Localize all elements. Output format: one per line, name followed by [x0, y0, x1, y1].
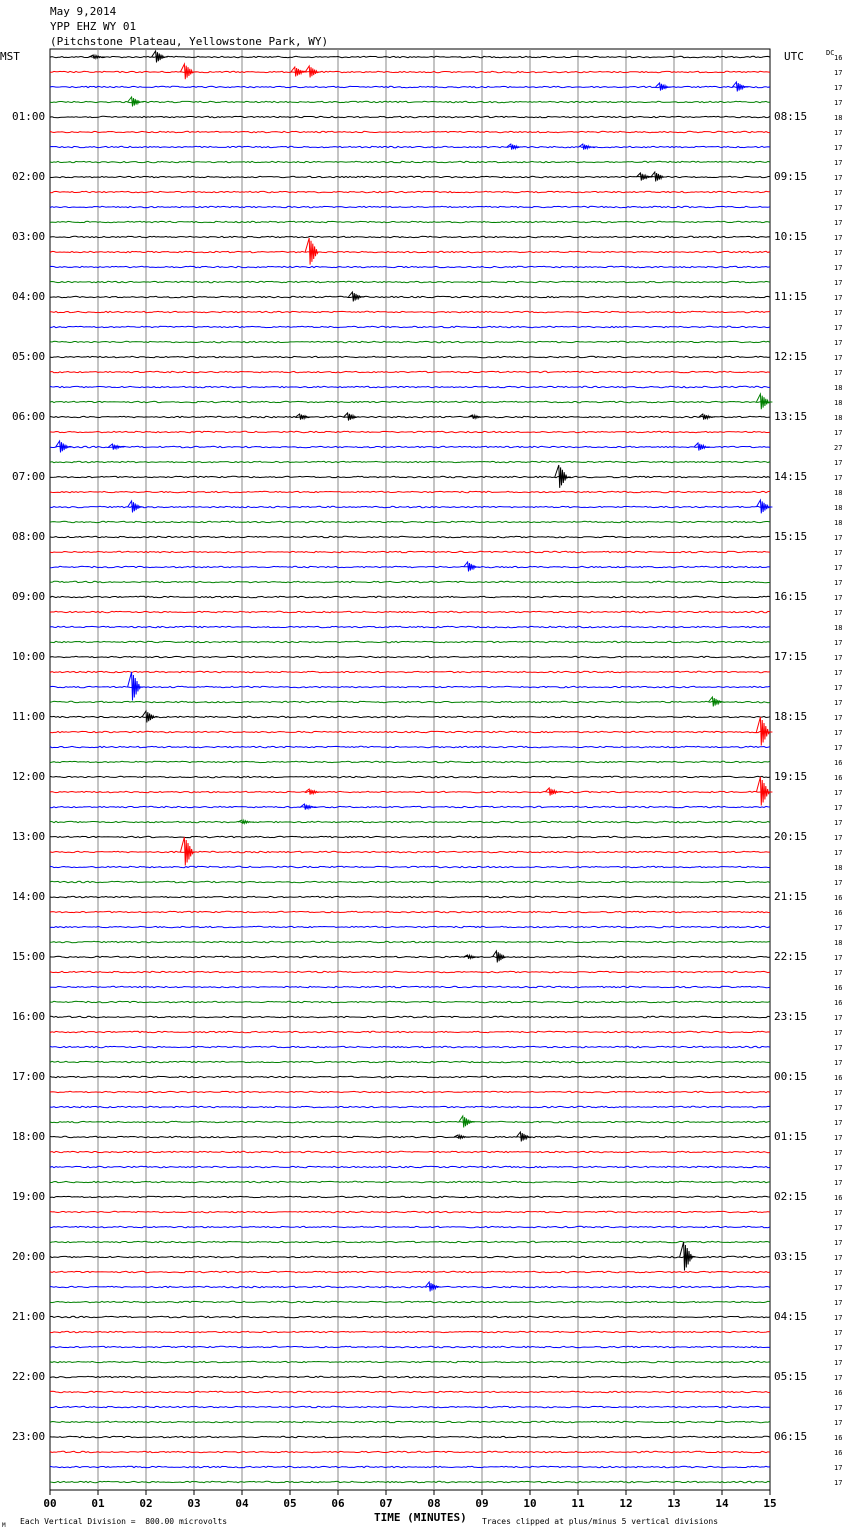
- seismic-trace: [50, 116, 770, 117]
- x-tick-label: 12: [619, 1497, 633, 1510]
- x-tick-label: 03: [187, 1497, 201, 1510]
- seismic-trace: [50, 536, 770, 537]
- seismic-trace: [50, 641, 770, 642]
- dc-offset-value: 17: [834, 1044, 843, 1052]
- dc-offset-value: 17: [834, 969, 843, 977]
- seismic-trace: [50, 1466, 770, 1467]
- seismic-trace: [50, 101, 770, 102]
- utc-hour-label: 00:15: [774, 1070, 808, 1083]
- mst-hour-label: 19:00: [12, 1190, 46, 1203]
- dc-offset-value: 17: [834, 339, 843, 347]
- footer-vertical-division: Each Vertical Division = 800.00 microvolts: [20, 1517, 228, 1526]
- seismic-trace: [50, 341, 770, 342]
- dc-offset-value: 17: [834, 1029, 843, 1037]
- seismic-trace: [50, 1481, 770, 1482]
- dc-offset-value: 17: [834, 369, 843, 377]
- dc-offset-value: 16: [834, 1074, 843, 1082]
- seismic-trace: [50, 986, 770, 987]
- dc-offset-value: 17: [834, 1329, 843, 1337]
- seismic-trace: [50, 1136, 770, 1137]
- x-tick-label: 06: [331, 1497, 345, 1510]
- x-axis-label: TIME (MINUTES): [374, 1511, 467, 1524]
- x-tick-label: 08: [427, 1497, 441, 1510]
- seismic-trace: [50, 476, 770, 477]
- dc-offset-value: 17: [834, 729, 843, 737]
- dc-offset-value: 17: [834, 204, 843, 212]
- seismic-trace: [50, 791, 770, 792]
- dc-offset-value: 17: [834, 234, 843, 242]
- dc-offset-value: 17: [834, 654, 843, 662]
- dc-offset-value: 18: [834, 504, 843, 512]
- seismic-trace: [50, 71, 770, 72]
- x-tick-label: 10: [523, 1497, 537, 1510]
- mst-hour-label: 09:00: [12, 590, 46, 603]
- seismic-trace: [50, 1166, 770, 1167]
- header-date: May 9,2014: [50, 5, 117, 18]
- utc-hour-label: 05:15: [774, 1370, 808, 1383]
- seismic-trace: [50, 926, 770, 927]
- dc-offset-value: 17: [834, 219, 843, 227]
- seismic-trace: [50, 1451, 770, 1452]
- seismic-trace: [50, 1346, 770, 1347]
- seismic-trace: [50, 656, 770, 657]
- utc-hour-label: 10:15: [774, 230, 808, 243]
- dc-offset-value: 17: [834, 1089, 843, 1097]
- seismic-trace: [50, 971, 770, 972]
- seismic-trace: [50, 1226, 770, 1227]
- seismic-trace: [50, 1406, 770, 1407]
- dc-offset-value: 18: [834, 399, 843, 407]
- x-tick-label: 07: [379, 1497, 393, 1510]
- dc-offset-value: 16: [834, 1449, 843, 1457]
- dc-offset-value: 17: [834, 1464, 843, 1472]
- mst-hour-label: 15:00: [12, 950, 46, 963]
- dc-offset-value: 18: [834, 414, 843, 422]
- dc-offset-value: 17: [834, 714, 843, 722]
- mst-hour-label: 12:00: [12, 770, 46, 783]
- utc-hour-label: 06:15: [774, 1430, 808, 1443]
- header-station: YPP EHZ WY 01: [50, 20, 137, 33]
- x-tick-label: 15: [763, 1497, 777, 1510]
- seismic-trace: [50, 1316, 770, 1317]
- seismic-event: [142, 711, 158, 722]
- dc-offset-value: 18: [834, 519, 843, 527]
- dc-offset-value: 18: [834, 864, 843, 872]
- x-tick-label: 02: [139, 1497, 153, 1510]
- utc-hour-label: 22:15: [774, 950, 808, 963]
- seismic-trace: [50, 1421, 770, 1422]
- dc-offset-value: 17: [834, 429, 843, 437]
- utc-hour-label: 17:15: [774, 650, 808, 663]
- dc-offset-value: 17: [834, 669, 843, 677]
- seismic-trace: [50, 371, 770, 372]
- seismic-trace: [50, 251, 770, 252]
- seismic-trace: [50, 566, 770, 567]
- seismic-trace: [50, 521, 770, 522]
- seismic-trace: [50, 686, 770, 687]
- dc-offset-value: 17: [834, 159, 843, 167]
- seismic-trace: [50, 1271, 770, 1272]
- dc-offset-value: 16: [834, 984, 843, 992]
- mst-hour-label: 10:00: [12, 650, 46, 663]
- dc-offset-value: 17: [834, 1344, 843, 1352]
- seismic-trace: [50, 776, 770, 777]
- dc-offset-value: 17: [834, 279, 843, 287]
- dc-offset-value: 17: [834, 249, 843, 257]
- utc-hour-label: 03:15: [774, 1250, 808, 1263]
- seismic-trace: [50, 956, 770, 957]
- utc-hour-label: 14:15: [774, 470, 808, 483]
- mst-hour-label: 07:00: [12, 470, 46, 483]
- dc-offset-value: 17: [834, 1419, 843, 1427]
- dc-offset-value: 17: [834, 879, 843, 887]
- seismic-trace: [50, 1151, 770, 1152]
- dc-offset-value: 16: [834, 1389, 843, 1397]
- seismic-trace: [50, 596, 770, 597]
- seismic-trace: [50, 671, 770, 672]
- x-tick-label: 00: [43, 1497, 57, 1510]
- seismic-trace: [50, 1106, 770, 1107]
- dc-offset-value: 17: [834, 564, 843, 572]
- utc-hour-label: 12:15: [774, 350, 808, 363]
- seismic-trace: [50, 701, 770, 702]
- utc-hour-label: 19:15: [774, 770, 808, 783]
- mst-hour-label: 03:00: [12, 230, 46, 243]
- mst-hour-label: 01:00: [12, 110, 46, 123]
- mst-hour-label: 02:00: [12, 170, 46, 183]
- utc-hour-label: 13:15: [774, 410, 808, 423]
- dc-offset-value: 16: [834, 774, 843, 782]
- dc-offset-value: 17: [834, 1284, 843, 1292]
- seismic-trace: [50, 611, 770, 612]
- dc-offset-value: 17: [834, 189, 843, 197]
- x-tick-label: 05: [283, 1497, 297, 1510]
- footer-clipping: Traces clipped at plus/minus 5 vertical divisions: [482, 1517, 719, 1526]
- seismic-trace: [50, 1046, 770, 1047]
- dc-offset-value: 16: [834, 1434, 843, 1442]
- dc-offset-value: 17: [834, 744, 843, 752]
- seismic-trace: [50, 866, 770, 867]
- seismic-trace: [50, 1301, 770, 1302]
- mst-hour-label: 20:00: [12, 1250, 46, 1263]
- utc-hour-label: 11:15: [774, 290, 808, 303]
- seismic-trace: [50, 431, 770, 432]
- dc-offset-value: 17: [834, 804, 843, 812]
- seismic-event: [656, 83, 672, 91]
- dc-label: DC: [826, 49, 835, 57]
- seismic-trace: [50, 281, 770, 282]
- seismic-trace: [50, 761, 770, 762]
- dc-offset-value: 17: [834, 354, 843, 362]
- dc-offset-value: 17: [834, 474, 843, 482]
- utc-hour-label: 18:15: [774, 710, 808, 723]
- utc-hour-label: 20:15: [774, 830, 808, 843]
- seismic-trace: [50, 1331, 770, 1332]
- x-tick-label: 01: [91, 1497, 105, 1510]
- dc-offset-value: 17: [834, 1404, 843, 1412]
- dc-offset-value: 17: [834, 1119, 843, 1127]
- dc-offset-value: 17: [834, 1059, 843, 1067]
- utc-hour-label: 08:15: [774, 110, 808, 123]
- dc-offset-value: 17: [834, 609, 843, 617]
- seismic-trace: [50, 1061, 770, 1062]
- mst-hour-label: 13:00: [12, 830, 46, 843]
- seismic-trace: [50, 731, 770, 732]
- dc-offset-value: 17: [834, 84, 843, 92]
- seismic-trace: [50, 461, 770, 462]
- utc-hour-label: 09:15: [774, 170, 808, 183]
- dc-offset-value: 17: [834, 834, 843, 842]
- dc-offset-value: 17: [834, 789, 843, 797]
- seismic-trace: [50, 851, 770, 852]
- header-location: (Pitchstone Plateau, Yellowstone Park, WY): [50, 35, 329, 48]
- seismic-event: [128, 501, 144, 512]
- dc-offset-value: 17: [834, 294, 843, 302]
- seismic-trace: [50, 446, 770, 447]
- seismic-trace: [50, 1241, 770, 1242]
- utc-hour-label: 21:15: [774, 890, 808, 903]
- seismic-trace: [50, 191, 770, 192]
- seismic-trace: [50, 131, 770, 132]
- seismic-trace: [50, 1361, 770, 1362]
- dc-offset-value: 17: [834, 129, 843, 137]
- mst-hour-label: 21:00: [12, 1310, 46, 1323]
- dc-offset-value: 17: [834, 639, 843, 647]
- dc-offset-value: 17: [834, 1149, 843, 1157]
- seismic-trace: [50, 491, 770, 492]
- seismic-trace: [50, 1286, 770, 1287]
- dc-offset-value: 17: [834, 579, 843, 587]
- seismic-trace: [50, 206, 770, 207]
- mst-hour-label: 11:00: [12, 710, 46, 723]
- dc-offset-value: 17: [834, 1269, 843, 1277]
- seismic-trace: [50, 1196, 770, 1197]
- seismic-trace: [50, 146, 770, 147]
- dc-offset-value: 17: [834, 1479, 843, 1487]
- seismic-trace: [50, 1211, 770, 1212]
- seismic-trace: [50, 266, 770, 267]
- seismic-trace: [50, 581, 770, 582]
- utc-hour-label: 23:15: [774, 1010, 808, 1023]
- x-tick-label: 13: [667, 1497, 681, 1510]
- seismic-trace: [50, 1256, 770, 1257]
- seismic-trace: [50, 1031, 770, 1032]
- dc-offset-value: 17: [834, 549, 843, 557]
- footer-corner-mark: M: [2, 1522, 6, 1529]
- dc-offset-value: 16: [834, 1194, 843, 1202]
- seismic-trace: [50, 1181, 770, 1182]
- mst-hour-label: 08:00: [12, 530, 46, 543]
- dc-offset-value: 17: [834, 1209, 843, 1217]
- dc-offset-value: 17: [834, 954, 843, 962]
- seismic-trace: [50, 221, 770, 222]
- dc-offset-value: 17: [834, 1314, 843, 1322]
- seismic-event: [128, 672, 144, 701]
- seismic-trace: [50, 161, 770, 162]
- seismic-trace: [50, 1091, 770, 1092]
- dc-offset-value: 17: [834, 594, 843, 602]
- dc-offset-value: 16: [834, 999, 843, 1007]
- seismic-trace: [50, 1391, 770, 1392]
- dc-offset-value: 17: [834, 99, 843, 107]
- mst-hour-label: 18:00: [12, 1130, 46, 1143]
- utc-hour-label: 04:15: [774, 1310, 808, 1323]
- mst-hour-label: 22:00: [12, 1370, 46, 1383]
- dc-offset-value: 27: [834, 444, 843, 452]
- utc-hour-label: 01:15: [774, 1130, 808, 1143]
- dc-offset-value: 17: [834, 264, 843, 272]
- left-timezone-label: MST: [0, 50, 20, 63]
- dc-offset-value: 18: [834, 489, 843, 497]
- right-timezone-label: UTC: [784, 50, 804, 63]
- seismic-trace: [50, 1001, 770, 1002]
- x-tick-label: 14: [715, 1497, 729, 1510]
- dc-offset-value: 16: [834, 759, 843, 767]
- dc-offset-value: 17: [834, 819, 843, 827]
- seismic-trace: [50, 506, 770, 507]
- utc-hour-label: 16:15: [774, 590, 808, 603]
- mst-hour-label: 17:00: [12, 1070, 46, 1083]
- seismic-trace: [50, 806, 770, 807]
- seismic-event: [128, 97, 144, 107]
- seismic-trace: [50, 1376, 770, 1377]
- dc-offset-value: 18: [834, 624, 843, 632]
- mst-hour-label: 05:00: [12, 350, 46, 363]
- seismic-trace: [50, 1016, 770, 1017]
- seismic-trace: [50, 896, 770, 897]
- dc-offset-value: 18: [834, 939, 843, 947]
- x-tick-label: 04: [235, 1497, 249, 1510]
- seismic-trace: [50, 401, 770, 402]
- dc-offset-value: 17: [834, 699, 843, 707]
- dc-offset-value: 17: [834, 1014, 843, 1022]
- seismic-trace: [50, 746, 770, 747]
- dc-offset-value: 16: [834, 909, 843, 917]
- mst-hour-label: 06:00: [12, 410, 46, 423]
- dc-offset-value: 17: [834, 69, 843, 77]
- dc-offset-value: 17: [834, 1374, 843, 1382]
- dc-offset-value: 17: [834, 1239, 843, 1247]
- seismic-trace: [50, 551, 770, 552]
- plot-frame: [50, 49, 770, 1490]
- seismic-trace: [50, 1076, 770, 1077]
- seismic-trace: [50, 416, 770, 417]
- dc-offset-value: 17: [834, 684, 843, 692]
- dc-offset-value: 17: [834, 849, 843, 857]
- dc-offset-value: 17: [834, 924, 843, 932]
- mst-hour-label: 23:00: [12, 1430, 46, 1443]
- dc-offset-value: 17: [834, 144, 843, 152]
- dc-offset-value: 17: [834, 1134, 843, 1142]
- dc-offset-value: 16: [834, 894, 843, 902]
- dc-offset-value: 17: [834, 174, 843, 182]
- seismic-trace: [50, 1121, 770, 1122]
- dc-offset-value: 17: [834, 1299, 843, 1307]
- dc-offset-value: 17: [834, 1224, 843, 1232]
- utc-hour-label: 02:15: [774, 1190, 808, 1203]
- seismic-trace: [50, 296, 770, 297]
- seismic-trace: [50, 236, 770, 237]
- dc-offset-value: 17: [834, 459, 843, 467]
- seismic-trace: [50, 836, 770, 837]
- seismic-event: [348, 292, 364, 302]
- dc-offset-value: 17: [834, 1104, 843, 1112]
- seismic-trace: [50, 881, 770, 882]
- dc-offset-value: 17: [834, 309, 843, 317]
- seismic-event: [152, 51, 168, 62]
- seismic-trace: [50, 386, 770, 387]
- dc-offset-value: 18: [834, 114, 843, 122]
- dc-offset-value: 17: [834, 324, 843, 332]
- mst-hour-label: 04:00: [12, 290, 46, 303]
- seismic-trace: [50, 326, 770, 327]
- dc-offset-value: 17: [834, 1179, 843, 1187]
- seismic-trace: [50, 911, 770, 912]
- x-tick-label: 09: [475, 1497, 489, 1510]
- seismic-trace: [50, 356, 770, 357]
- dc-offset-value: 17: [834, 1359, 843, 1367]
- dc-offset-value: 18: [834, 384, 843, 392]
- seismic-trace: [50, 821, 770, 822]
- seismic-trace: [50, 941, 770, 942]
- seismic-trace: [50, 626, 770, 627]
- seismic-trace: [50, 311, 770, 312]
- x-tick-label: 11: [571, 1497, 585, 1510]
- dc-offset-value: 17: [834, 1164, 843, 1172]
- utc-hour-label: 15:15: [774, 530, 808, 543]
- dc-offset-value: 17: [834, 1254, 843, 1262]
- dc-offset-value: 17: [834, 534, 843, 542]
- seismic-trace: [50, 1436, 770, 1437]
- mst-hour-label: 14:00: [12, 890, 46, 903]
- dc-offset-value: 16: [834, 54, 843, 62]
- mst-hour-label: 16:00: [12, 1010, 46, 1023]
